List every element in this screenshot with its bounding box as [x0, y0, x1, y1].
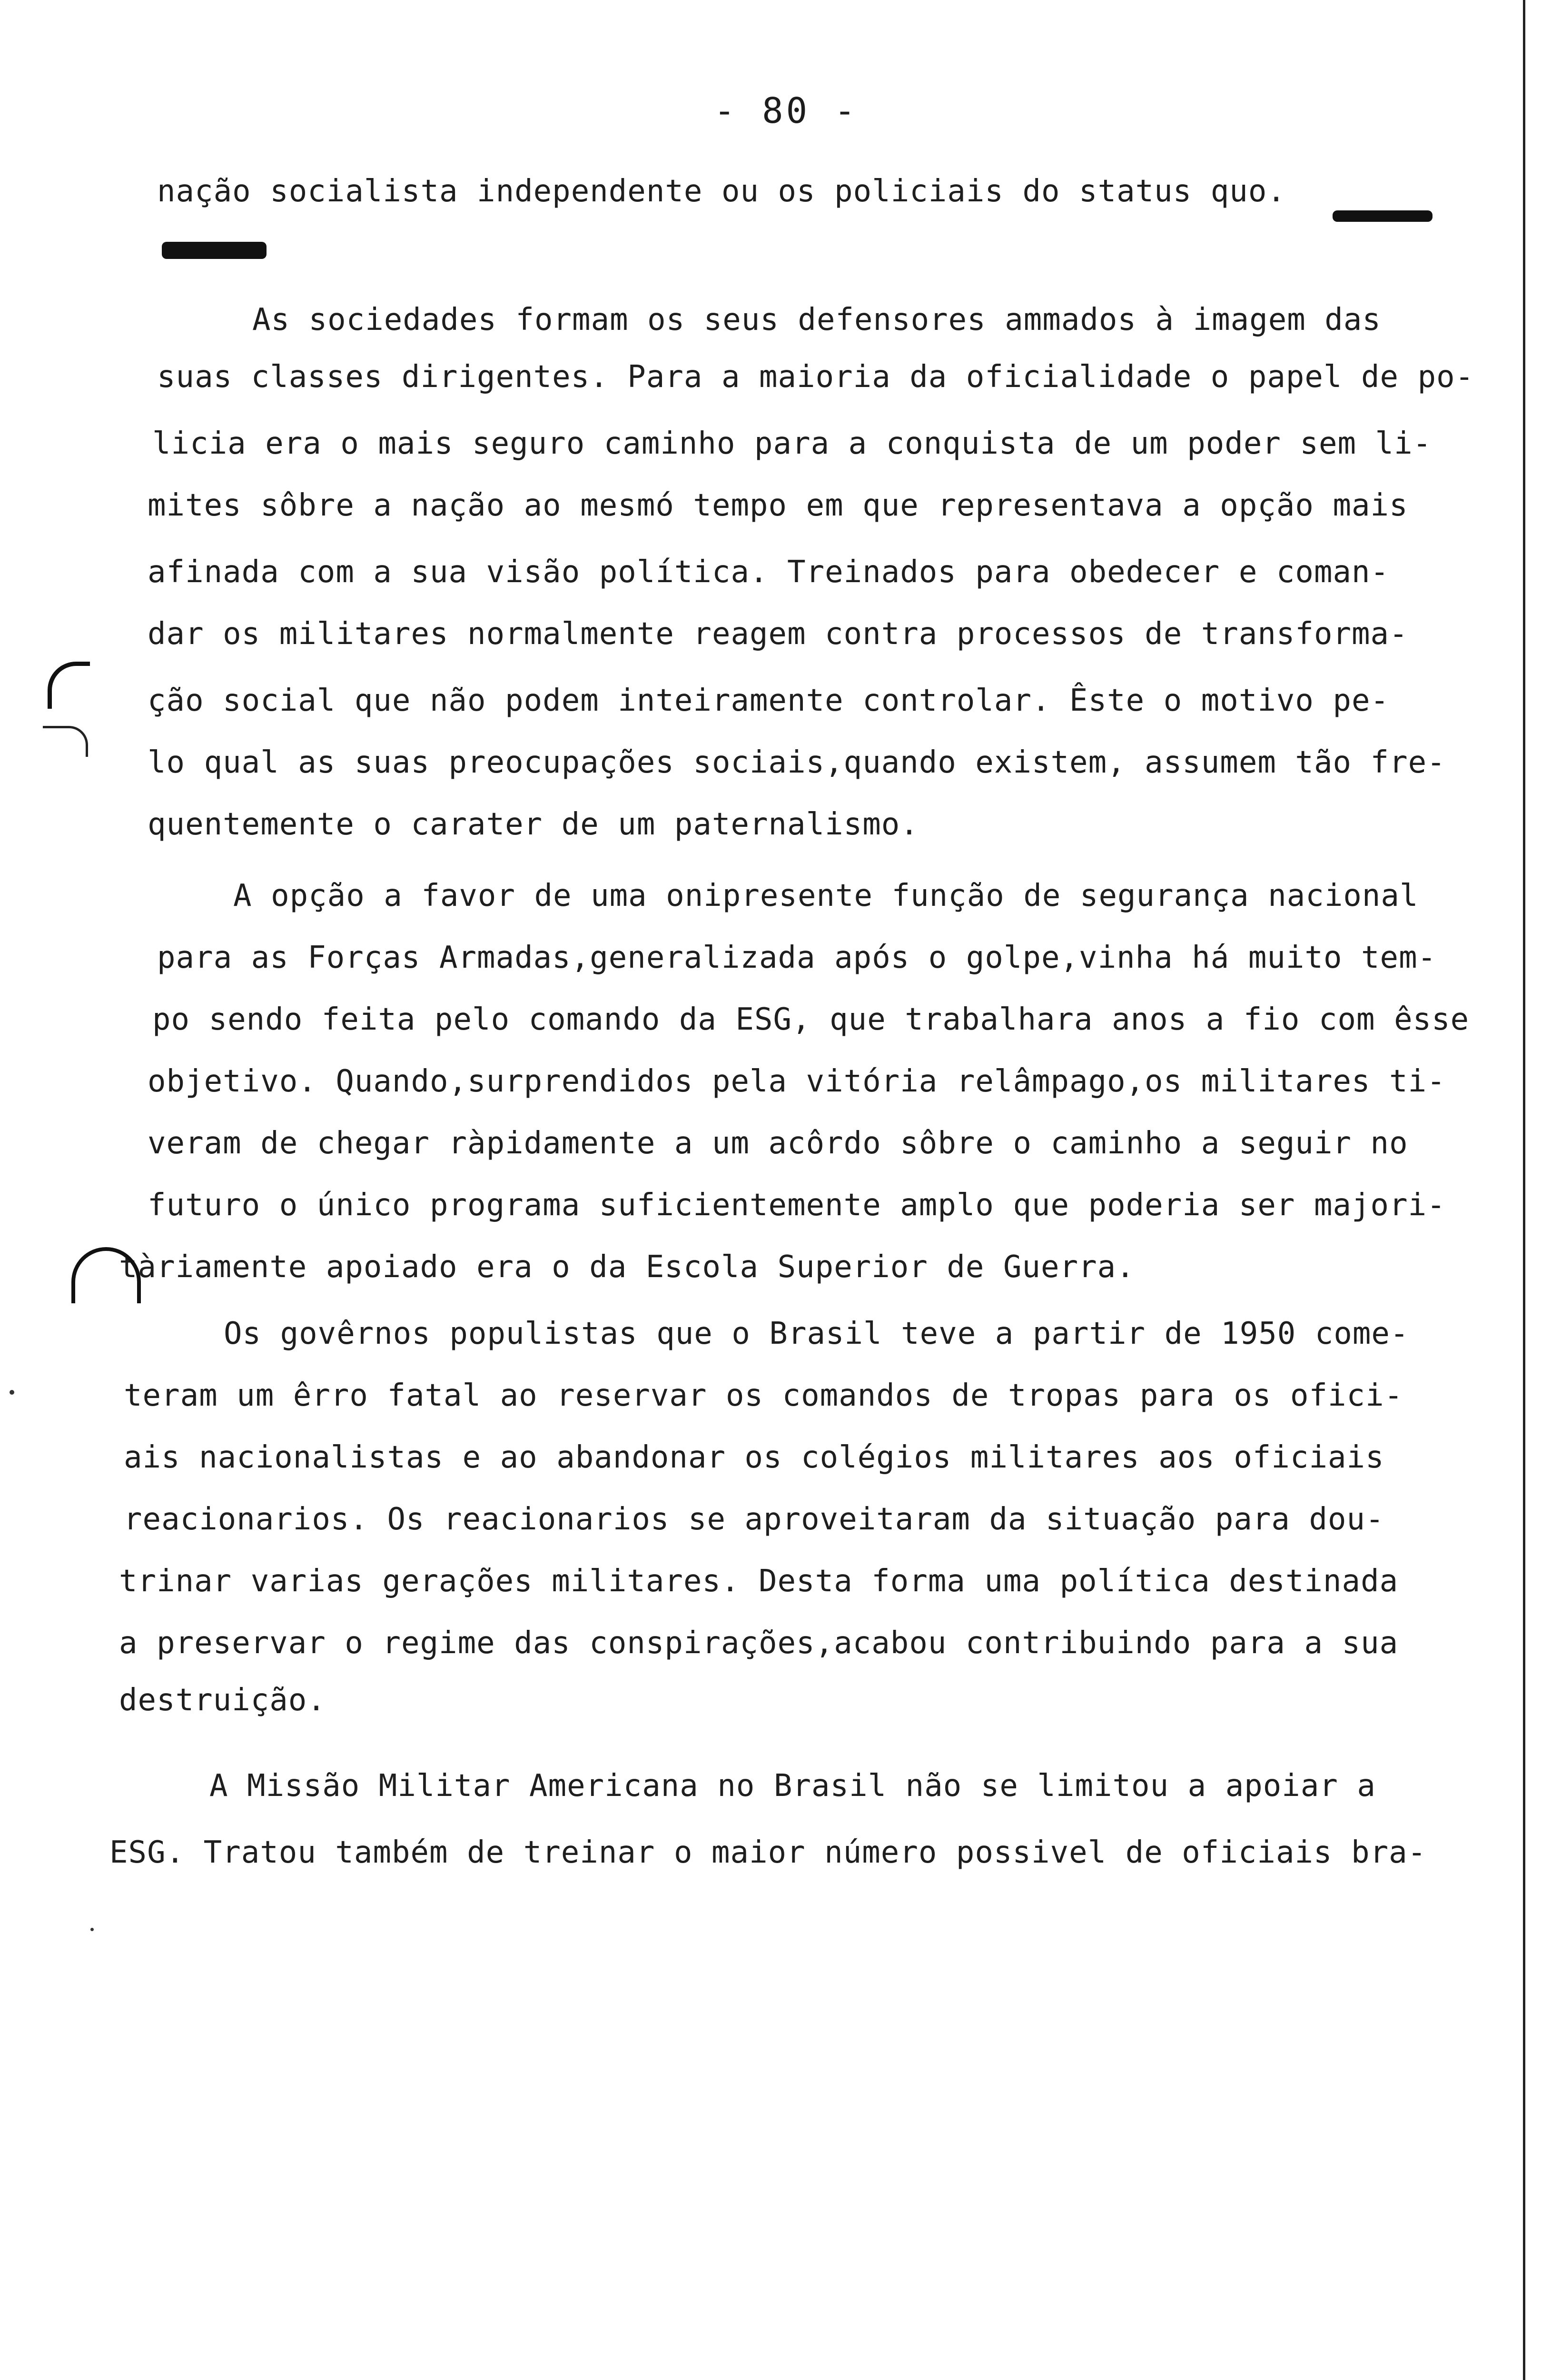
text-line: lo qual as suas preocupações sociais,quando existem, assumem tão fre- — [148, 745, 1446, 780]
text-line: futuro o único programa suficientemente amplo que poderia ser majori- — [148, 1188, 1446, 1223]
page-number: - 80 - — [714, 90, 859, 131]
text-line: suas classes dirigentes. Para a maioria da oficialidade o papel de po- — [157, 359, 1474, 395]
text-line: destruição. — [119, 1683, 326, 1718]
text-line: veram de chegar ràpidamente a um acôrdo sôbre o caminho a seguir no — [148, 1126, 1408, 1161]
redaction-mark — [162, 242, 267, 259]
text-line: reacionarios. Os reacionarios se aproveitaram da situação para dou- — [124, 1502, 1384, 1537]
text-line: licia era o mais seguro caminho para a conquista de um poder sem li- — [152, 426, 1432, 461]
margin-mark — [48, 662, 90, 709]
text-line: Os govêrnos populistas que o Brasil teve a partir de 1950 come- — [224, 1316, 1409, 1351]
margin-mark — [43, 726, 88, 757]
text-line: afinada com a sua visão política. Treinados para obedecer e coman- — [148, 555, 1390, 590]
text-line: objetivo. Quando,surprendidos pela vitória relâmpago,os militares ti- — [148, 1064, 1446, 1099]
text-line: ais nacionalistas e ao abandonar os colégios militares aos oficiais — [124, 1440, 1384, 1475]
right-edge-rule — [1523, 0, 1525, 2380]
text-line: po sendo feita pelo comando da ESG, que trabalhara anos a fio com êsse — [152, 1002, 1470, 1037]
text-line: a preservar o regime das conspirações,acabou contribuindo para a sua — [119, 1626, 1399, 1661]
text-line: A opção a favor de uma onipresente função de segurança nacional — [233, 878, 1419, 913]
text-line: A Missão Militar Americana no Brasil não se limitou a apoiar a — [209, 1768, 1376, 1804]
text-line: trinar varias gerações militares. Desta forma uma política destinada — [119, 1564, 1399, 1599]
speck — [90, 1928, 94, 1931]
text-line: tàriamente apoiado era o da Escola Superior de Guerra. — [119, 1250, 1135, 1285]
text-line: nação socialista independente ou os policiais do status quo. — [157, 174, 1286, 209]
text-line: As sociedades formam os seus defensores ammados à imagem das — [252, 302, 1381, 337]
speck — [10, 1390, 14, 1395]
text-line: dar os militares normalmente reagem contra processos de transforma- — [148, 616, 1408, 652]
text-line: quentemente o carater de um paternalismo. — [148, 807, 919, 842]
text-line: para as Forças Armadas,generalizada após o golpe,vinha há muito tem- — [157, 940, 1437, 975]
text-line: ESG. Tratou também de treinar o maior número possivel de oficiais bra- — [109, 1835, 1427, 1870]
text-line: mites sôbre a nação ao mesmó tempo em que representava a opção mais — [148, 488, 1408, 523]
text-line: teram um êrro fatal ao reservar os comandos de tropas para os ofici- — [124, 1378, 1403, 1413]
text-line: ção social que não podem inteiramente controlar. Êste o motivo pe- — [148, 683, 1390, 718]
redaction-mark — [1333, 210, 1433, 222]
